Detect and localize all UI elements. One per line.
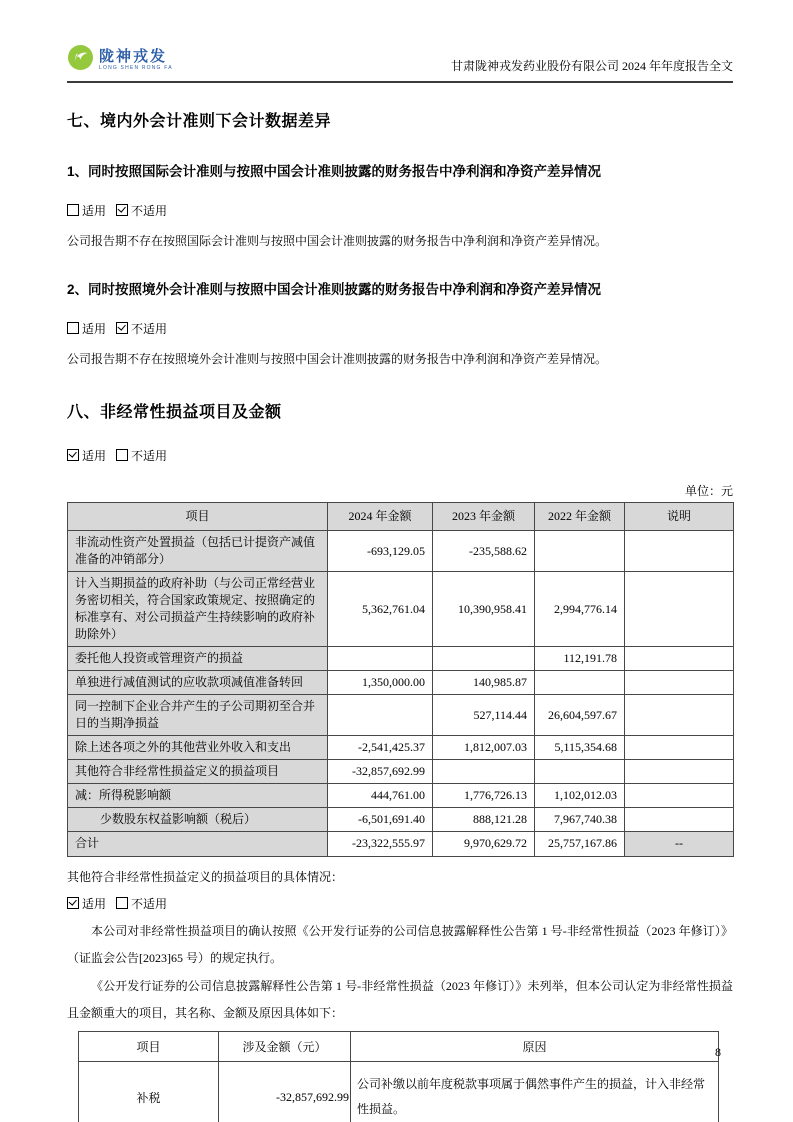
applicability-row	[67, 320, 733, 337]
amount-2022-cell: 112,191.78	[535, 647, 625, 671]
amount-2023-cell: 9,970,629.72	[433, 832, 535, 856]
amount-2022-cell: 7,967,740.38	[535, 808, 625, 832]
table-row	[68, 832, 734, 856]
table-row	[68, 647, 734, 671]
table-row	[68, 784, 734, 808]
checkbox-not-applicable	[116, 449, 128, 461]
checkbox-not-applicable	[116, 204, 128, 216]
note-cell	[625, 736, 734, 760]
logo-wordmark	[99, 49, 173, 71]
applicability-row	[67, 447, 733, 464]
amount-2024-cell	[328, 695, 433, 736]
logo-bird-icon	[67, 44, 94, 76]
amount-2024-cell: 444,761.00	[328, 784, 433, 808]
amount-2023-cell: 527,114.44	[433, 695, 535, 736]
note-cell	[625, 808, 734, 832]
item-cell: 除上述各项之外的其他营业外收入和支出	[68, 736, 328, 760]
item-cell: 委托他人投资或管理资产的损益	[68, 647, 328, 671]
amount-2024-cell: -32,857,692.99	[328, 760, 433, 784]
checkbox-applicable	[67, 322, 79, 334]
applicable-label: 适用	[82, 322, 107, 336]
table-row	[68, 695, 734, 736]
subsection-1-title: 1、同时按照国际会计准则与按照中国会计准则披露的财务报告中净利润和净资产差异情况	[67, 164, 602, 179]
col-header-item: 项目	[68, 503, 328, 531]
note-cell	[625, 572, 734, 647]
amount-2023-cell: 1,776,726.13	[433, 784, 535, 808]
checkbox-not-applicable	[116, 322, 128, 334]
amount-2023-cell: 888,121.28	[433, 808, 535, 832]
amount-2022-cell: 1,102,012.03	[535, 784, 625, 808]
col-header-2022: 2022 年金额	[535, 503, 625, 531]
col-header-item: 项目	[79, 1031, 219, 1061]
not-applicable-label: 不适用	[131, 322, 168, 336]
subsection-1-body: 公司报告期不存在按照国际会计准则与按照中国会计准则披露的财务报告中净利润和净资产差异情况。	[67, 234, 608, 248]
applicable-label: 适用	[82, 204, 107, 218]
item-cell: 少数股东权益影响额（税后）	[68, 808, 328, 832]
note-cell: --	[625, 832, 734, 856]
amount-2022-cell	[535, 760, 625, 784]
item-cell: 补税	[79, 1061, 219, 1122]
company-logo	[67, 44, 173, 76]
subsection-2-body: 公司报告期不存在按照境外会计准则与按照中国会计准则披露的财务报告中净利润和净资产差异情况。	[67, 352, 608, 366]
significant-items-table	[78, 1031, 719, 1122]
amount-2024-cell: 5,362,761.04	[328, 572, 433, 647]
item-cell: 单独进行减值测试的应收款项减值准备转回	[68, 671, 328, 695]
recognition-policy-paragraph: 本公司对非经常性损益项目的确认按照《公开发行证券的公司信息披露解释性公告第 1 号-非经常性损益（2023 年修订）》（证监会公告[2023]65 号）的规定执行。	[67, 923, 733, 966]
item-cell: 减：所得税影响额	[68, 784, 328, 808]
page-header	[67, 44, 733, 83]
subsection-2-title: 2、同时按照境外会计准则与按照中国会计准则披露的财务报告中净利润和净资产差异情况	[67, 282, 602, 297]
note-cell	[625, 531, 734, 572]
amount-2024-cell: -2,541,425.37	[328, 736, 433, 760]
note-cell	[625, 671, 734, 695]
item-cell: 合计	[68, 832, 328, 856]
col-header-2023: 2023 年金额	[433, 503, 535, 531]
checkbox-applicable	[67, 897, 79, 909]
amount-2022-cell: 26,604,597.67	[535, 695, 625, 736]
other-items-note: 其他符合非经常性损益定义的损益项目的具体情况：	[67, 869, 344, 884]
checkbox-not-applicable	[116, 897, 128, 909]
table-row	[68, 671, 734, 695]
table-header-row	[68, 503, 734, 531]
amount-2024-cell: -23,322,555.97	[328, 832, 433, 856]
not-applicable-label: 不适用	[131, 204, 168, 218]
amount-2024-cell	[328, 647, 433, 671]
table-row	[79, 1061, 719, 1122]
amount-cell: -32,857,692.99	[219, 1061, 351, 1122]
table-row	[68, 736, 734, 760]
amount-2022-cell: 2,994,776.14	[535, 572, 625, 647]
section-7-title: 七、境内外会计准则下会计数据差异	[67, 113, 332, 130]
item-cell: 同一控制下企业合并产生的子公司期初至合并日的当期净损益	[68, 695, 328, 736]
table-row	[68, 572, 734, 647]
amount-2022-cell	[535, 531, 625, 572]
amount-2023-cell: -235,588.62	[433, 531, 535, 572]
reason-cell: 公司补缴以前年度税款事项属于偶然事件产生的损益，计入非经常性损益。	[351, 1061, 719, 1122]
not-applicable-label: 不适用	[131, 449, 168, 463]
item-cell: 非流动性资产处置损益（包括已计提资产减值准备的冲销部分）	[68, 531, 328, 572]
col-header-reason: 原因	[351, 1031, 719, 1061]
amount-2024-cell: -6,501,691.40	[328, 808, 433, 832]
amount-2022-cell: 5,115,354.68	[535, 736, 625, 760]
note-cell	[625, 647, 734, 671]
amount-2022-cell	[535, 671, 625, 695]
table-row	[68, 808, 734, 832]
item-cell: 计入当期损益的政府补助（与公司正常经营业务密切相关，符合国家政策规定、按照确定的标准享有、对公司损益产生持续影响的政府补助除外）	[68, 572, 328, 647]
amount-2023-cell	[433, 760, 535, 784]
col-header-note: 说明	[625, 503, 734, 531]
unit-label: 单位：元	[684, 484, 733, 498]
table-row	[68, 760, 734, 784]
col-header-2024: 2024 年金额	[328, 503, 433, 531]
doc-title: 甘肃陇神戎发药业股份有限公司 2024 年年度报告全文	[450, 59, 733, 73]
applicability-row	[67, 202, 733, 219]
amount-2023-cell: 1,812,007.03	[433, 736, 535, 760]
item-cell: 其他符合非经常性损益定义的损益项目	[68, 760, 328, 784]
note-cell	[625, 784, 734, 808]
amount-2023-cell	[433, 647, 535, 671]
table-header-row	[79, 1031, 719, 1061]
amount-2024-cell: 1,350,000.00	[328, 671, 433, 695]
note-cell	[625, 760, 734, 784]
applicable-label: 适用	[82, 896, 107, 911]
brand-subtitle: LONG SHEN RONG FA	[99, 65, 173, 71]
page-number: 8	[715, 1045, 721, 1059]
applicable-label: 适用	[82, 449, 107, 463]
amount-2022-cell: 25,757,167.86	[535, 832, 625, 856]
amount-2023-cell: 140,985.87	[433, 671, 535, 695]
amount-2024-cell: -693,129.05	[328, 531, 433, 572]
note-cell	[625, 695, 734, 736]
col-header-amount: 涉及金额（元）	[219, 1031, 351, 1061]
unlisted-items-paragraph: 《公开发行证券的公司信息披露解释性公告第 1 号-非经常性损益（2023 年修订）》未列举，但本公司认定为非经常性损益且金额重大的项目，其名称、金额及原因具体如下：	[67, 978, 733, 1021]
checkbox-applicable	[67, 449, 79, 461]
not-applicable-label: 不适用	[131, 896, 168, 911]
applicability-row	[67, 895, 733, 912]
amount-2023-cell: 10,390,958.41	[433, 572, 535, 647]
checkbox-applicable	[67, 204, 79, 216]
table-row	[68, 531, 734, 572]
non-recurring-items-table	[67, 502, 734, 857]
brand-name: 陇神戎发	[99, 48, 168, 65]
section-8-title: 八、非经常性损益项目及金额	[67, 404, 282, 421]
